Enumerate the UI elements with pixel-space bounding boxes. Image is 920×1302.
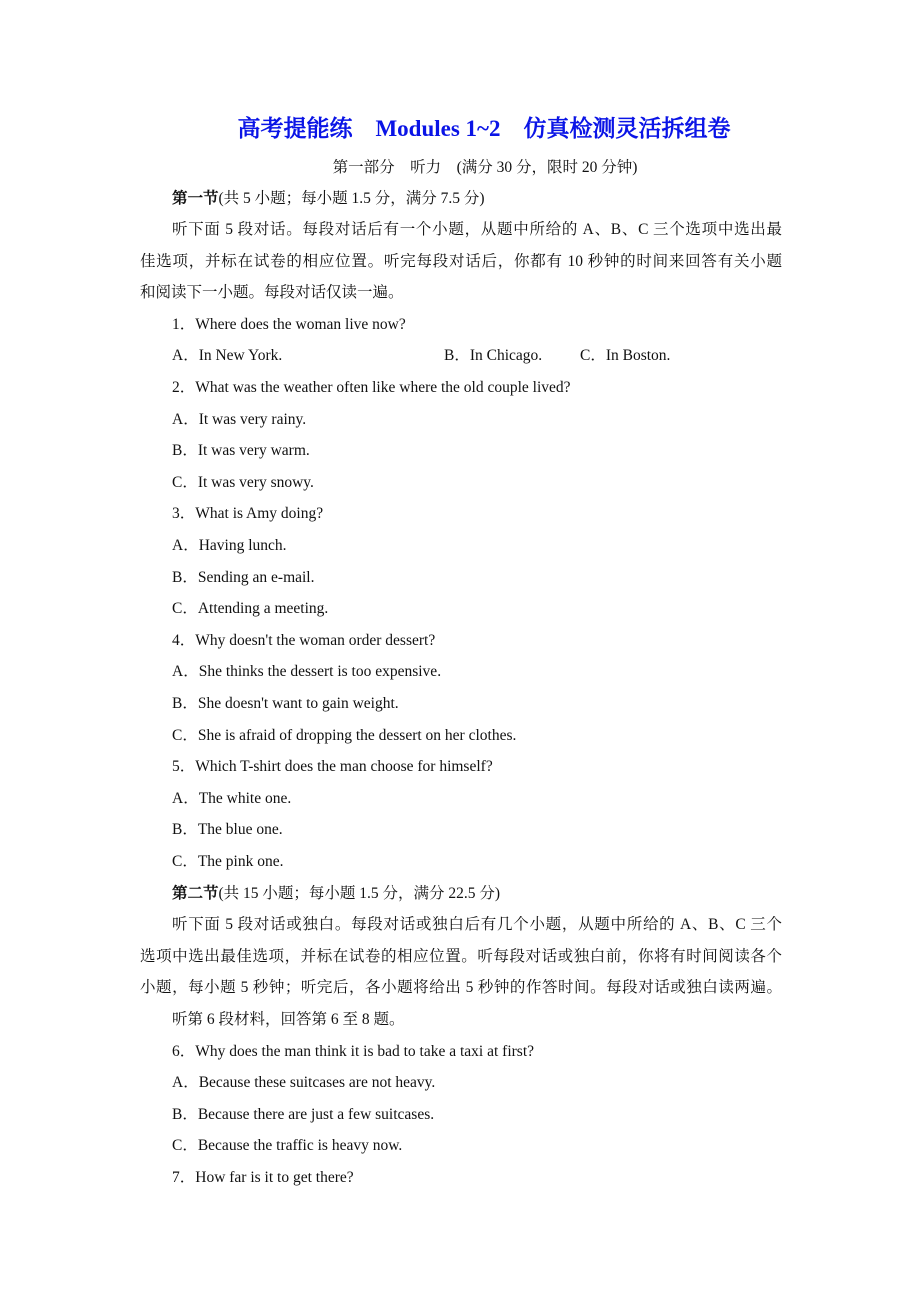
instruction-line: 选项中选出最佳选项，并标在试卷的相应位置。听每段对话或独白前，你将有时间阅读各个 (140, 947, 782, 965)
question-stem: 5．Which T-shirt does the man choose for himself? (172, 758, 493, 776)
question-stem: 2．What was the weather often like where the old couple lived? (172, 379, 571, 397)
section1-heading (140, 183, 782, 215)
answer-option: A．It was very rainy. (172, 410, 307, 428)
answer-option: A．Having lunch. (172, 537, 287, 555)
answer-option: A．She thinks the dessert is too expensive. (172, 663, 442, 681)
option-c: C．In Boston. (580, 347, 671, 365)
option-a: A．In New York. (172, 347, 283, 365)
page-title: 高考提能练 Modules 1~2 仿真检测灵活拆组卷 (237, 116, 731, 141)
answer-option: B．The blue one. (172, 821, 283, 839)
section2-heading (140, 878, 782, 910)
question-stem: 7．How far is it to get there? (172, 1168, 354, 1186)
answer-option: A．Because these suitcases are not heavy. (172, 1074, 436, 1092)
instruction-line: 听第 6 段材料，回答第 6 至 8 题。 (172, 1010, 405, 1028)
answer-option: B．Because there are just a few suitcases. (172, 1105, 435, 1123)
instruction-line: 小题，每小题 5 秒钟；听完后，各小题将给出 5 秒钟的作答时间。每段对话或独白读两遍。 (140, 979, 782, 997)
part-subtitle: 第一部分 听力 (满分 30 分，限时 20 分钟) (332, 159, 638, 176)
section2-scoring: (共 15 小题；每小题 1.5 分，满分 22.5 分) (218, 884, 501, 902)
answer-option: C．She is afraid of dropping the dessert on her clothes. (172, 726, 517, 744)
answer-option: A．The white one. (172, 789, 292, 807)
answer-option: C．The pink one. (172, 852, 284, 870)
answer-option: C．It was very snowy. (172, 473, 314, 491)
instruction-line: 佳选项，并标在试卷的相应位置。听完每段对话后，你都有 10 秒钟的时间来回答有关小题 (140, 252, 782, 270)
section1-label: 第一节 (172, 189, 219, 207)
section2-label: 第二节 (172, 884, 219, 902)
question-options (140, 340, 782, 372)
answer-option: C．Because the traffic is heavy now. (172, 1137, 403, 1155)
answer-option: B．It was very warm. (172, 442, 310, 460)
instruction-line: 听下面 5 段对话。每段对话后有一个小题，从题中所给的 A、B、C 三个选项中选出最 (172, 221, 782, 239)
section1-scoring: (共 5 小题；每小题 1.5 分，满分 7.5 分) (218, 189, 485, 207)
answer-option: B．Sending an e-mail. (172, 568, 315, 586)
question-stem: 4．Why doesn't the woman order dessert? (172, 631, 436, 649)
question-stem: 1．Where does the woman live now? (172, 315, 406, 333)
question-stem: 6．Why does the man think it is bad to take a taxi at first? (172, 1042, 535, 1060)
option-b: B．In Chicago. (444, 347, 543, 365)
instruction-line: 听下面 5 段对话或独白。每段对话或独白后有几个小题，从题中所给的 A、B、C 三个 (172, 916, 782, 934)
document-body (140, 183, 782, 1194)
answer-option: B．She doesn't want to gain weight. (172, 695, 399, 712)
question-stem: 3．What is Amy doing? (172, 505, 324, 523)
answer-option: C．Attending a meeting. (172, 600, 329, 618)
instruction-line: 和阅读下一小题。每段对话仅读一遍。 (140, 284, 404, 302)
